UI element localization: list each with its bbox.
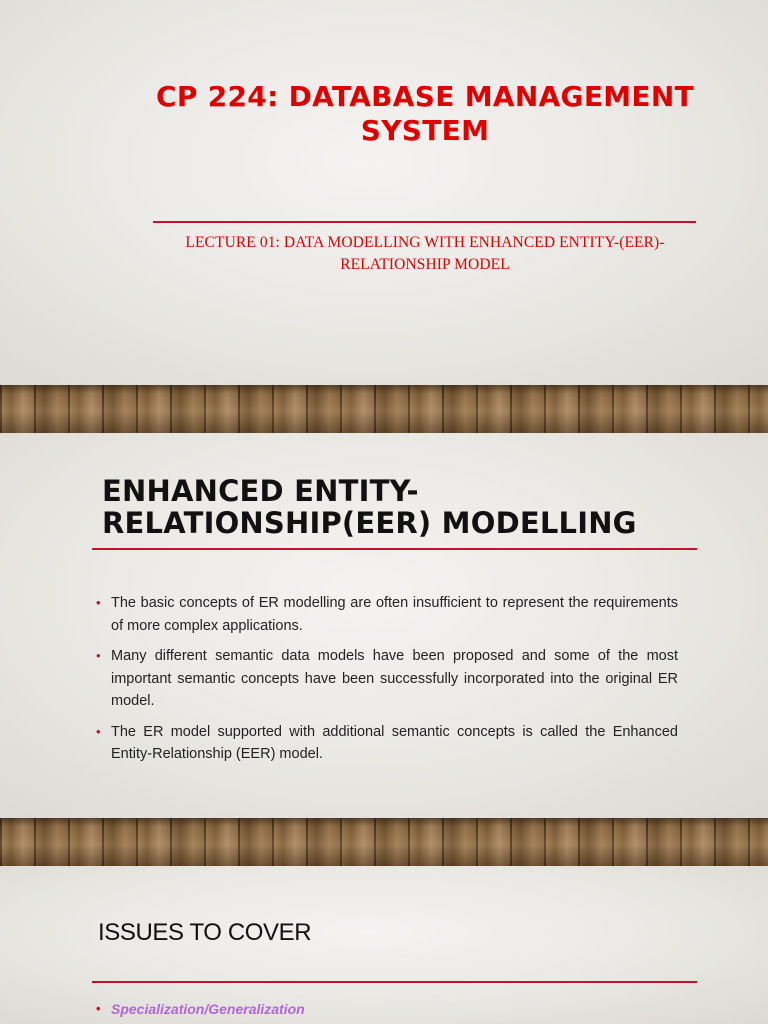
- wood-floor-band: [0, 818, 768, 866]
- heading-divider: [92, 548, 697, 550]
- heading-divider: [92, 981, 697, 983]
- course-title-line1: CP 224: DATABASE MANAGEMENT: [156, 80, 694, 113]
- course-title: [150, 80, 700, 148]
- bullet-text: Many different semantic data models have been proposed and some of the most important semantic concepts have been successfully incorporated into the original ER model.: [111, 648, 678, 709]
- wood-floor-band: [0, 385, 768, 433]
- bullet-text: The ER model supported with additional semantic concepts is called the Enhanced Entity-Relationship (EER) model.: [111, 723, 678, 762]
- heading-line2: RELATIONSHIP(EER) MODELLING: [102, 506, 637, 540]
- bullet-item: [96, 721, 678, 766]
- bullet-icon: •: [96, 595, 101, 610]
- issue-item: [96, 999, 305, 1019]
- heading-line1: ENHANCED ENTITY-: [102, 474, 419, 508]
- slide-eer-modelling: [0, 433, 768, 818]
- slide-title: [0, 0, 768, 385]
- slide-issues: [0, 866, 768, 1024]
- course-title-line2: SYSTEM: [360, 114, 490, 147]
- slide-heading: ISSUES TO COVER: [98, 919, 312, 946]
- lecture-line1: LECTURE 01: DATA MODELLING WITH ENHANCED ENTITY-(EER)-: [185, 234, 665, 251]
- bullet-icon: •: [96, 648, 101, 663]
- bullet-text: The basic concepts of ER modelling are often insufficient to represent the requirements of more complex applications.: [111, 595, 678, 634]
- lecture-subtitle: [150, 232, 700, 276]
- bullet-item: [96, 645, 678, 713]
- lecture-line2: RELATIONSHIP MODEL: [340, 256, 510, 273]
- bullet-icon: •: [96, 723, 101, 739]
- bullet-icon: •: [96, 1001, 101, 1016]
- slide-heading: [102, 475, 702, 539]
- title-divider: [153, 221, 696, 223]
- bullet-item: [96, 592, 678, 637]
- issue-text: Specialization/Generalization: [111, 1001, 305, 1017]
- bullet-list: [96, 592, 678, 774]
